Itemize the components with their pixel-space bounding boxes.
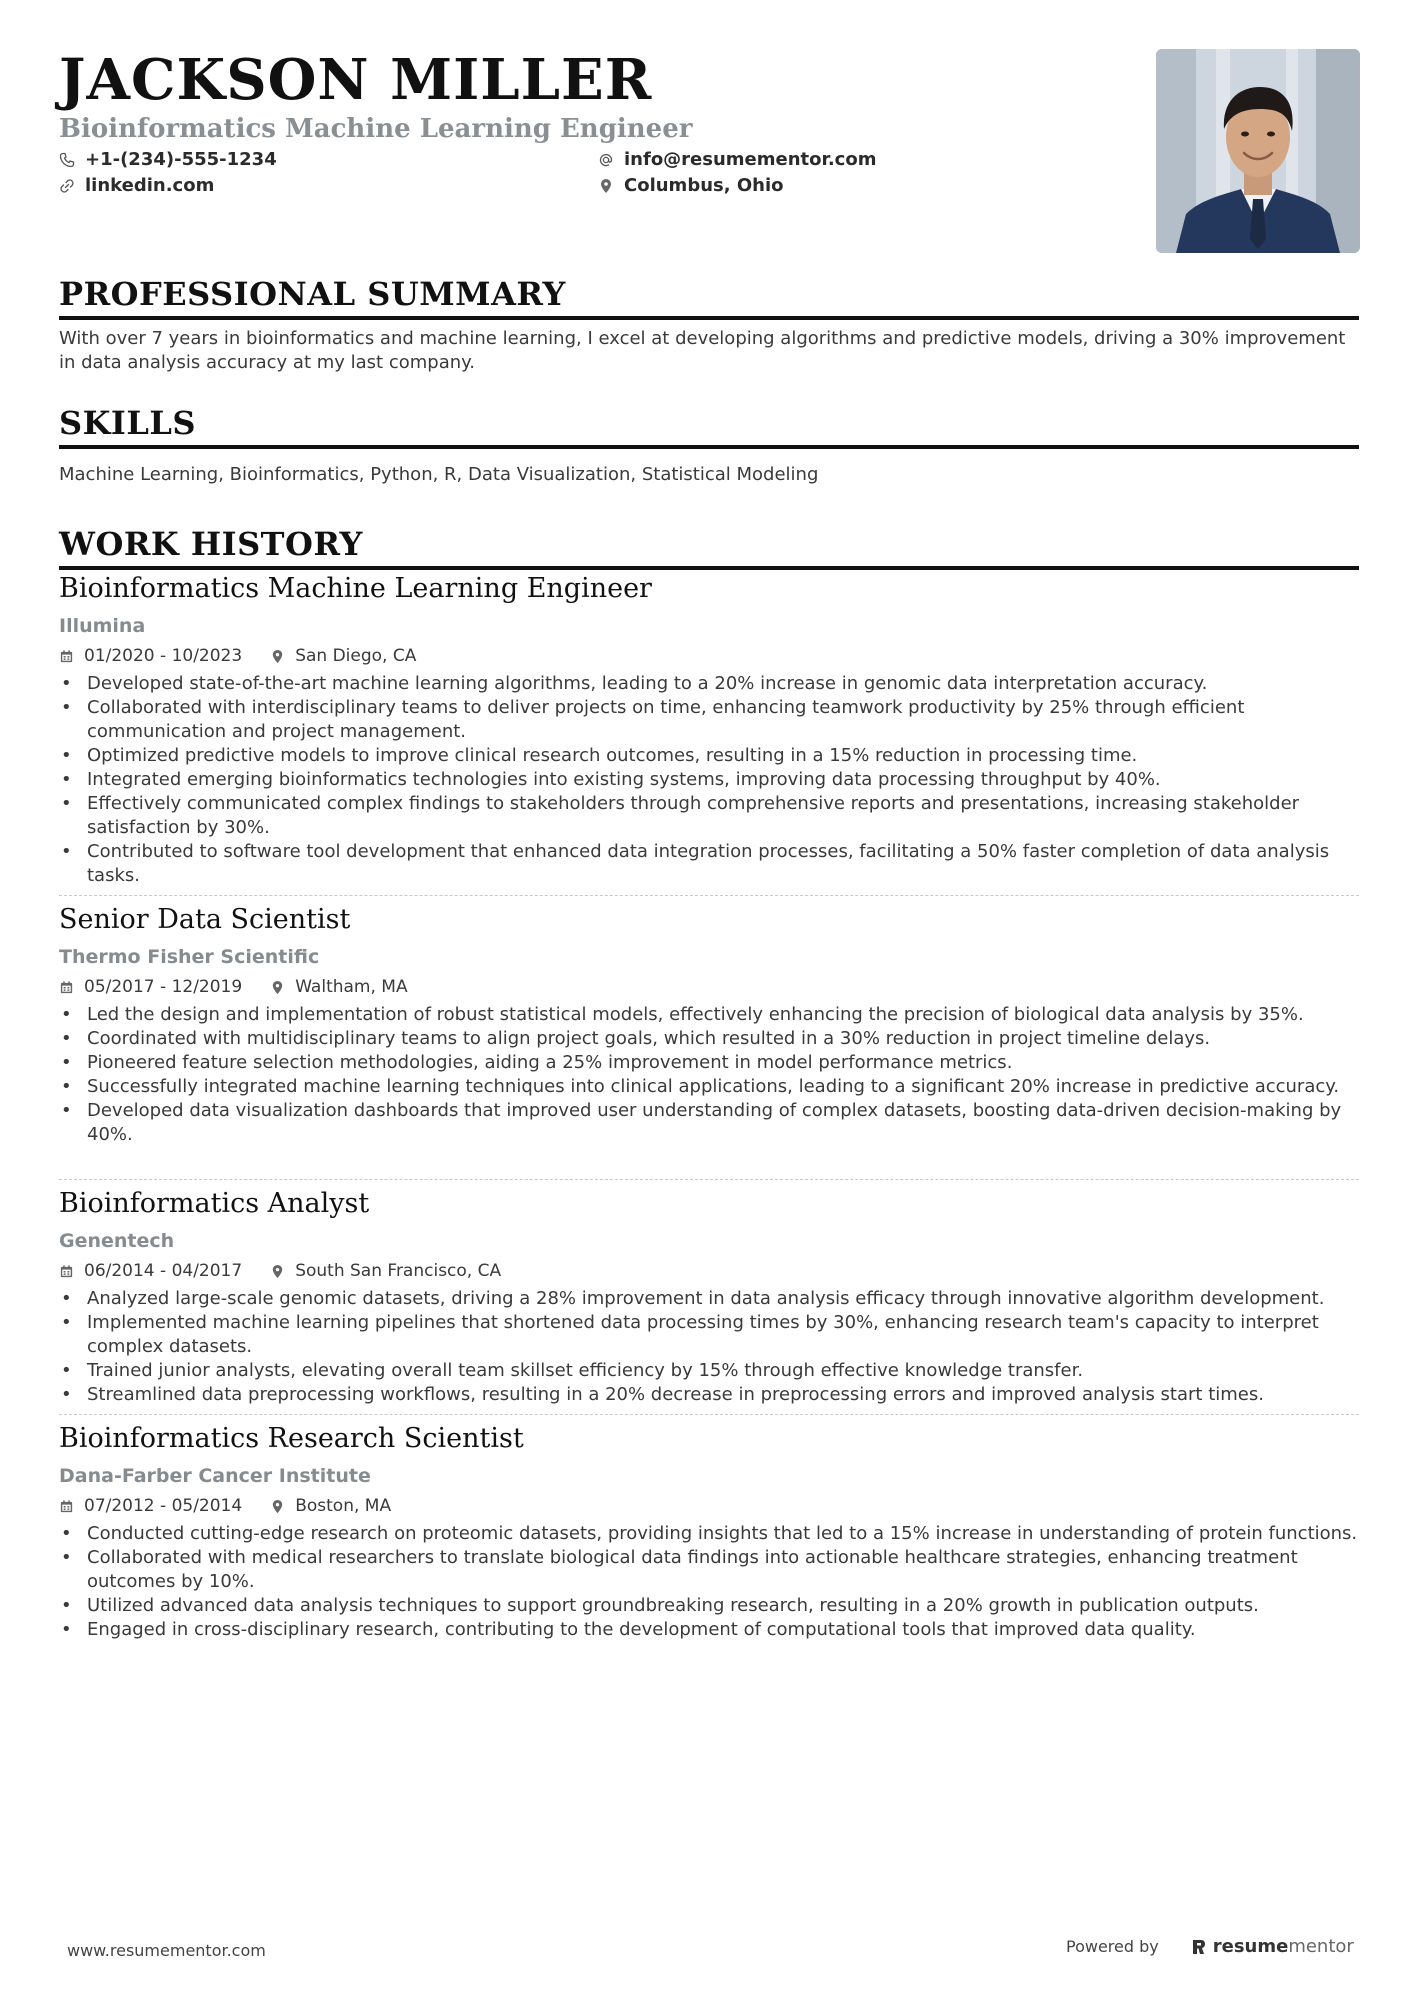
contact-location [598,174,784,198]
skills-text: Machine Learning, Bioinformatics, Python, R, Data Visualization, Statistical Modeling [59,464,819,485]
job-dates-text: 01/2020 - 10/2023 [84,646,243,666]
job-bullet: • Utilized advanced data analysis techniques to support groundbreaking research, resulting in a 20% growth in publication outputs. [59,1594,1359,1618]
brand-name-bold: resume [1212,1936,1289,1957]
job-bullet: • Optimized predictive models to improve clinical research outcomes, resulting in a 15% reduction in processing time. [59,744,1359,768]
job-dates [59,975,242,999]
candidate-title: Bioinformatics Machine Learning Engineer [59,114,693,144]
email-text: info@resumementor.com [624,149,877,170]
job-bullets [59,1003,1359,1147]
job-dates-text: 06/2014 - 04/2017 [84,1261,243,1281]
job-entry [59,1187,1359,1407]
job-dates [59,1259,242,1283]
job-divider [59,1414,1359,1415]
map-pin-icon [270,980,285,995]
job-bullets [59,672,1359,888]
job-bullet: • Collaborated with interdisciplinary teams to deliver projects on time, enhancing teamwork productivity by 25% through efficient communication and project management. [59,696,1359,744]
job-meta [59,1494,1359,1518]
link-icon [59,178,75,194]
job-company: Thermo Fisher Scientific [59,946,320,968]
job-bullet: • Led the design and implementation of robust statistical models, effectively enhancing the precision of biological data analysis by 35%. [59,1003,1359,1027]
job-dates-text: 07/2012 - 05/2014 [84,1496,243,1516]
job-bullet: • Contributed to software tool development that enhanced data integration processes, facilitating a 50% faster completion of data analysis tasks. [59,840,1359,888]
job-bullet: • Collaborated with medical researchers to translate biological data findings into actionable healthcare strategies, enhancing treatment outcomes by 10%. [59,1546,1359,1594]
calendar-icon [59,649,74,664]
job-meta [59,975,1359,999]
calendar-icon [59,1499,74,1514]
job-bullet: • Implemented machine learning pipelines that shortened data processing times by 30%, enhancing research team's capacity to interpret complex datasets. [59,1311,1359,1359]
contact-email[interactable] [598,148,876,172]
map-pin-icon [270,649,285,664]
job-divider [59,895,1359,896]
job-bullet: • Coordinated with multidisciplinary teams to align project goals, which resulted in a 30% reduction in project timeline delays. [59,1027,1359,1051]
job-title: Bioinformatics Analyst [59,1188,370,1219]
job-title: Senior Data Scientist [59,904,351,935]
job-bullet: • Engaged in cross-disciplinary research, contributing to the development of computational tools that improved data quality. [59,1618,1359,1642]
brand-logo-icon [1189,1938,1207,1956]
phone-icon [59,152,75,168]
linkedin-text: linkedin.com [85,175,215,196]
phone-text: +1-(234)-555-1234 [85,149,277,170]
job-location-text: Boston, MA [295,1496,392,1516]
calendar-icon [59,980,74,995]
job-entry [59,903,1359,1147]
profile-photo [1156,49,1360,253]
job-bullet: • Streamlined data preprocessing workflows, resulting in a 20% decrease in preprocessing errors and improved analysis start times. [59,1383,1359,1407]
map-pin-icon [270,1499,285,1514]
job-meta [59,1259,1359,1283]
resume-page [59,0,1359,1995]
job-dates-text: 05/2017 - 12/2019 [84,977,243,997]
job-bullet: • Developed data visualization dashboards that improved user understanding of complex datasets, boosting data-driven decision-making by 40%. [59,1099,1359,1147]
job-location-text: San Diego, CA [295,646,417,666]
job-location-text: Waltham, MA [295,977,408,997]
contact-phone [59,148,277,172]
brand-logo[interactable] [1189,1936,1354,1957]
summary-text: With over 7 years in bioinformatics and machine learning, I excel at developing algorithms and predictive models, driving a 30% improvement in data analysis accuracy at my last company. [59,328,1346,373]
job-entry [59,1422,1359,1642]
job-bullet: • Trained junior analysts, elevating overall team skillset efficiency by 15% through effective knowledge transfer. [59,1359,1359,1383]
job-dates [59,1494,242,1518]
job-meta [59,644,1359,668]
job-bullet: • Developed state-of-the-art machine learning algorithms, leading to a 20% increase in genomic data interpretation accuracy. [59,672,1359,696]
job-location [270,1259,501,1283]
job-company: Dana-Farber Cancer Institute [59,1465,371,1487]
job-location-text: South San Francisco, CA [295,1261,502,1281]
job-bullets [59,1522,1359,1642]
candidate-name: JACKSON MILLER [59,47,653,113]
job-location [270,975,407,999]
summary-heading: PROFESSIONAL SUMMARY [59,274,1359,320]
at-icon [598,152,614,168]
job-location [270,1494,391,1518]
job-location [270,644,416,668]
location-text: Columbus, Ohio [624,175,784,196]
skills-heading: SKILLS [59,403,1359,449]
map-pin-icon [598,178,614,194]
footer-website[interactable]: www.resumementor.com [67,1941,266,1960]
job-company: Illumina [59,615,146,637]
job-bullet: • Pioneered feature selection methodologies, aiding a 25% improvement in model performance metrics. [59,1051,1359,1075]
contact-linkedin[interactable] [59,174,214,198]
job-company: Genentech [59,1230,175,1252]
footer-powered-by [1066,1936,1354,1957]
job-bullets [59,1287,1359,1407]
map-pin-icon [270,1264,285,1279]
job-entry [59,572,1359,888]
job-dates [59,644,242,668]
job-bullet: • Integrated emerging bioinformatics technologies into existing systems, improving data processing throughput by 40%. [59,768,1359,792]
job-title: Bioinformatics Machine Learning Engineer [59,573,652,604]
job-bullet: • Analyzed large-scale genomic datasets, driving a 28% improvement in data analysis efficacy through innovative algorithm development. [59,1287,1359,1311]
job-divider [59,1179,1359,1180]
job-bullet: • Effectively communicated complex findings to stakeholders through comprehensive reports and presentations, increasing stakeholder satisfaction by 30%. [59,792,1359,840]
job-bullet: • Successfully integrated machine learning techniques into clinical applications, leading to a significant 20% increase in predictive accuracy. [59,1075,1359,1099]
brand-name-light: mentor [1288,1936,1354,1957]
work-history-heading: WORK HISTORY [59,524,1359,570]
calendar-icon [59,1264,74,1279]
powered-by-label: Powered by [1066,1937,1159,1956]
job-title: Bioinformatics Research Scientist [59,1423,524,1454]
job-bullet: • Conducted cutting-edge research on proteomic datasets, providing insights that led to a 15% increase in understanding of protein functions. [59,1522,1359,1546]
